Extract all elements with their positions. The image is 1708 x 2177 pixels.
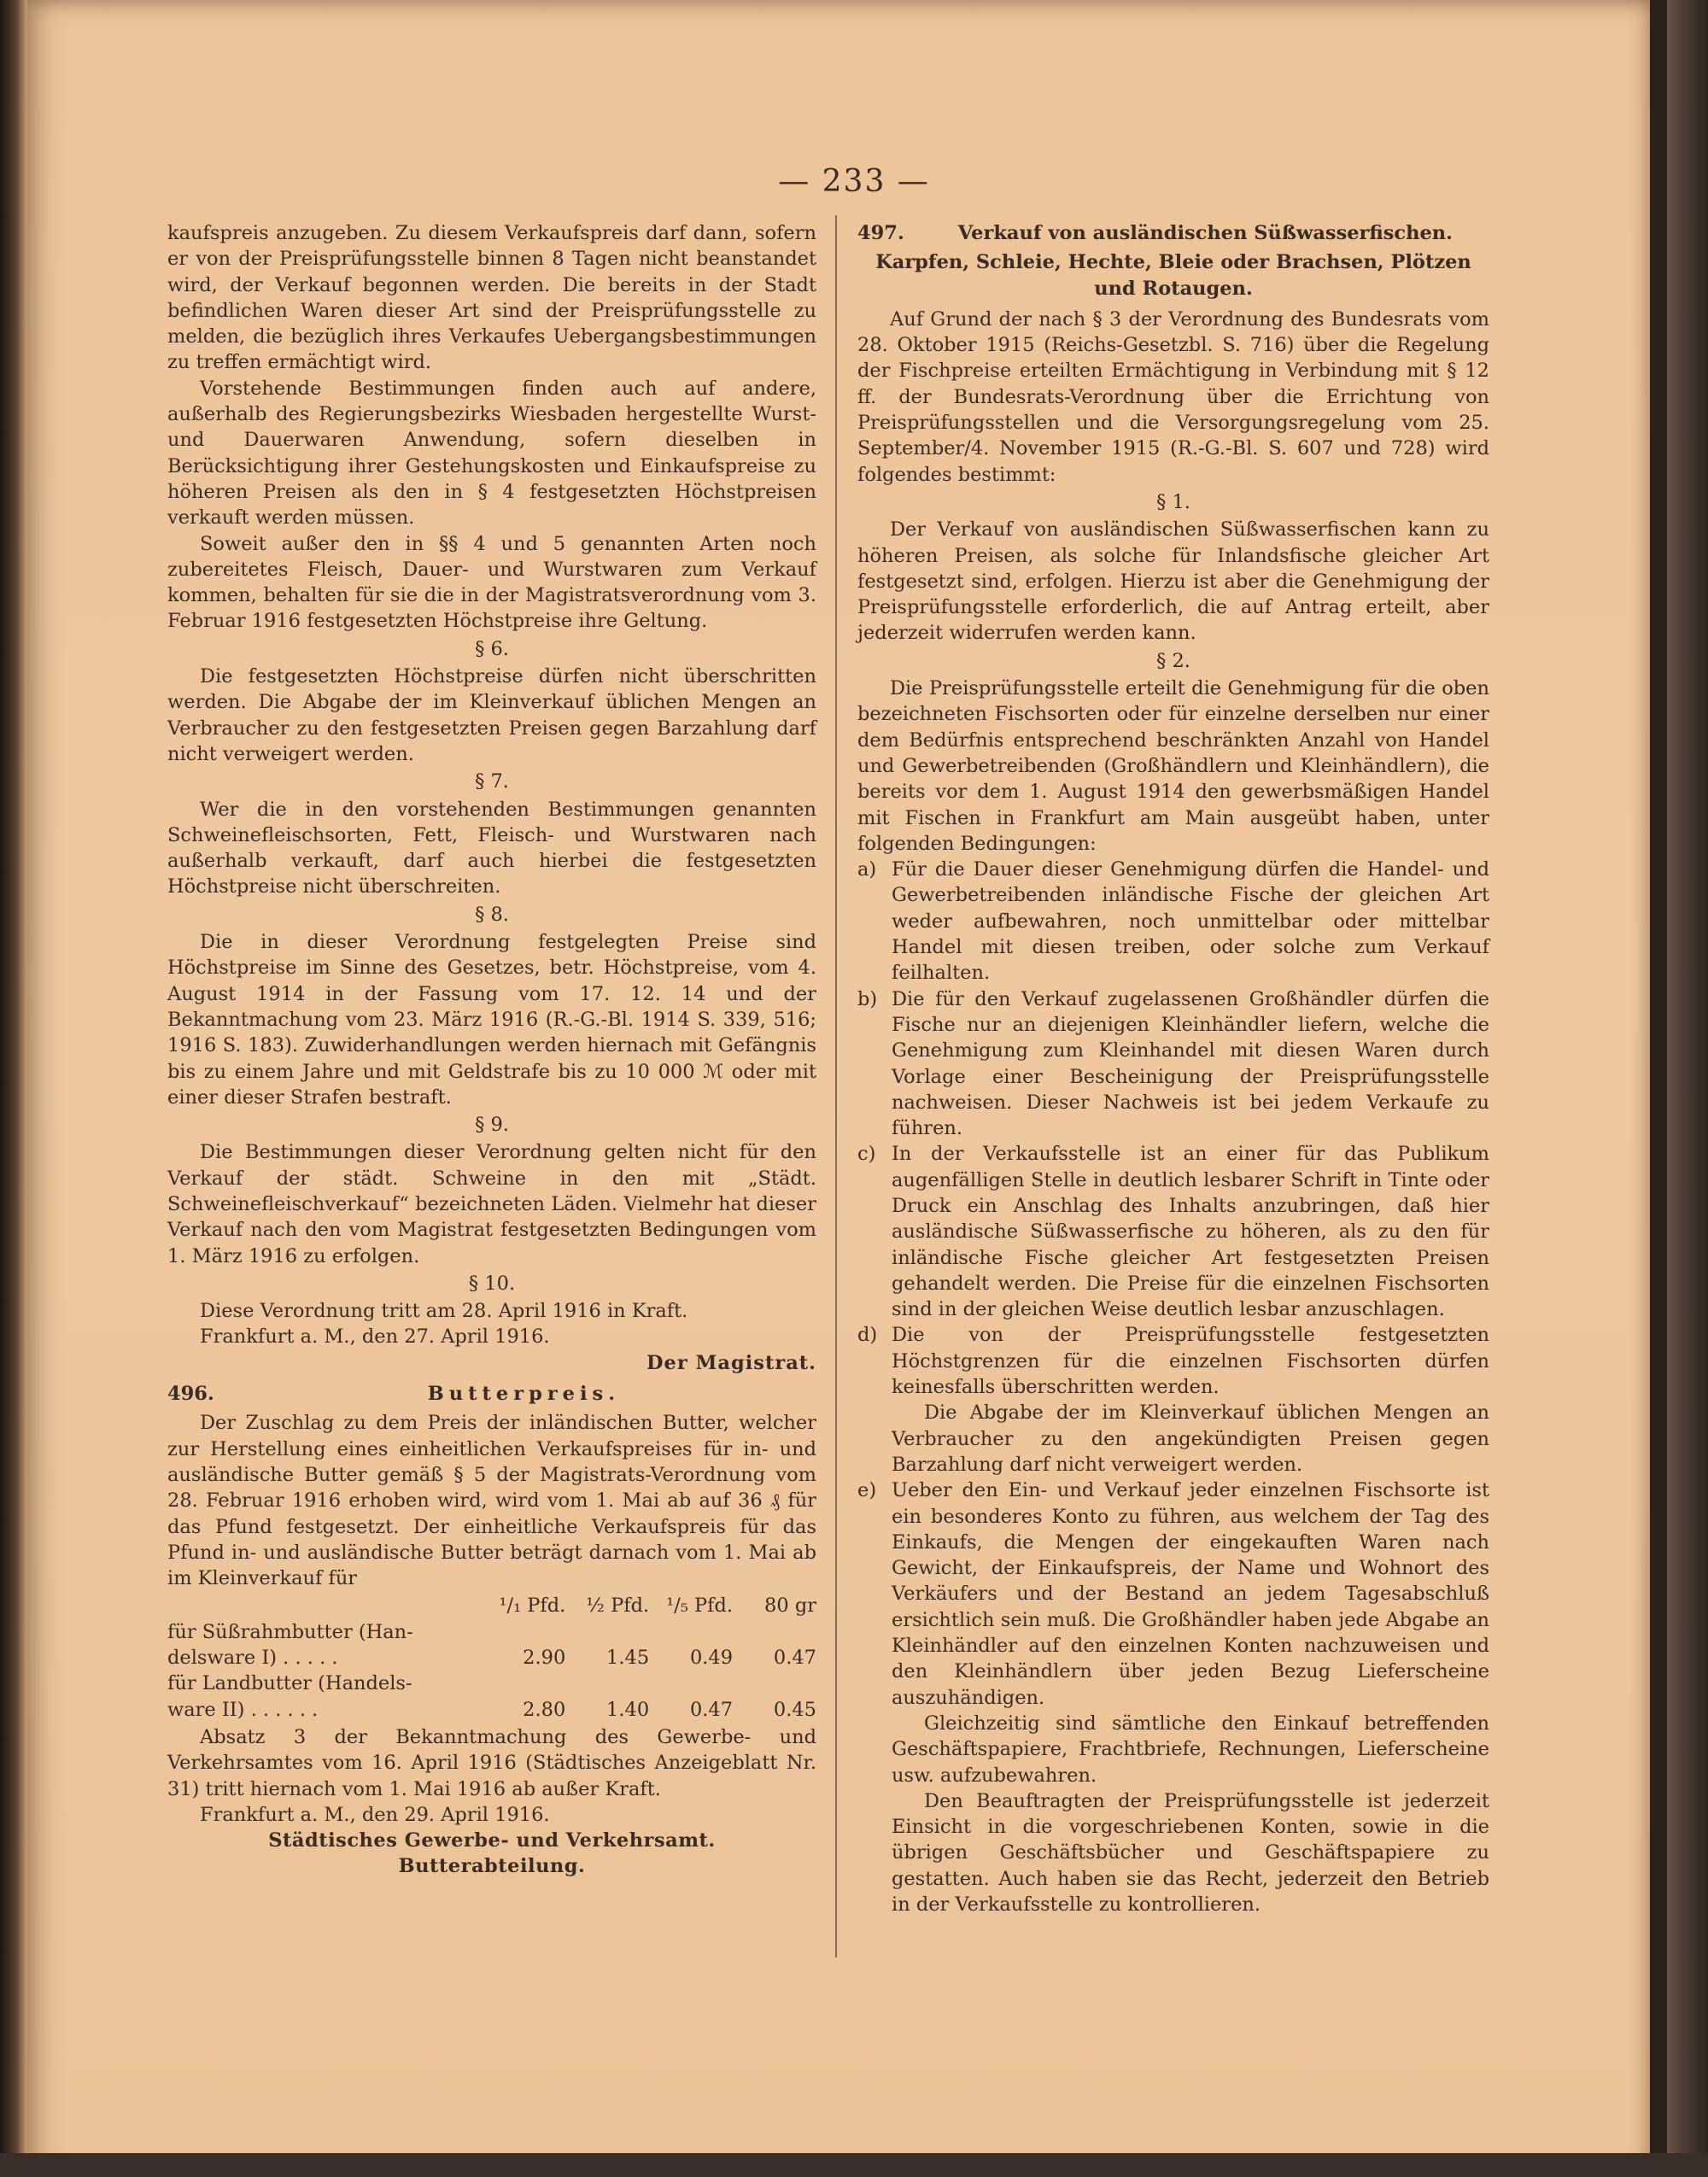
signature: Butterabteilung. <box>398 1855 586 1878</box>
item-label: d) <box>857 1324 878 1347</box>
price-cell: 0.49 <box>689 1647 734 1670</box>
price-cell: 0.47 <box>773 1647 816 1670</box>
price-cell: 0.45 <box>773 1698 816 1721</box>
price-header: 80 gr <box>764 1595 816 1618</box>
paragraph: Der Zuschlag zu dem Preis der inländischen Butter, welcher zur Herstellung eines einheitlichen Verkaufspreises für in- und ausländische Butter gemäß § 5 der Magistrats-Verordnung vom 28. Februar 1916 erhoben wird, wird vom 1. Mai ab auf 36 ₰ für das Pfund festgesetzt. Der einheitliche Verkaufspreis für das Pfund in- und ausländische Butter beträgt darnach vom 1. Mai ab im Kleinverkauf für <box>167 1412 816 1590</box>
paragraph: Die Abgabe der im Kleinverkauf üblichen Mengen an Verbraucher zu den angekündigten Preisen gegen Barzahlung darf nicht verweigert werden. <box>892 1402 1489 1476</box>
article-title: Verkauf von ausländischen Süßwasserfischen. <box>957 222 1454 244</box>
item-text: Die für den Verkauf zugelassenen Großhändler dürfen die Fische nur an diejenigen Kleinhändler liefern, welche die Genehmigung zum Kleinhandel mit diesen Waren durch Vorlage einer Bescheinigung der Preisprüfungsstelle nachweisen. Dieser Nachweis ist bei jedem Verkaufe zu führen. <box>892 987 1489 1140</box>
signature: Der Magistrat. <box>646 1351 816 1374</box>
paragraph: Den Beauftragten der Preisprüfungsstelle ist jederzeit Einsicht in die vorgeschriebenen Konten, sowie in die übrigen Geschäftsbücher und Geschäftspapiere zu gestatten. Auch haben sie das Recht, jederzeit den Betrieb in der Verkaufsstelle zu kontrollieren. <box>892 1789 1489 1916</box>
price-header: ¹/₅ Pfd. <box>666 1595 734 1618</box>
paragraph: Die Bestimmungen dieser Verordnung gelten nicht für den Verkauf der städt. Schweine in den mit „Städt. Schweinefleischverkauf“ bezeichneten Läden. Vielmehr hat dieser Verkauf nach den vom Magistrat festgesetzten Bedingungen vom 1. März 1916 zu erfolgen. <box>167 1141 816 1267</box>
page-number: — 233 — <box>778 164 930 199</box>
item-text: Ueber den Ein- und Verkauf jeder einzelnen Fischsorte ist ein besonderes Konto zu führen, aus welchem der Tag des Einkaufs, die Mengen der eingekauften Waren nach Gewicht, der Einkaufspreis, der Name und Wohnort des Verkäufers und der Bestand an jedem Tagesabschluß ersichtlich sein muß. Die Großhändler haben jede Abgabe an Kleinhändler auf den einzelnen Konten nachzuweisen und den Kleinhändlern über jeden Bezug Lieferscheine auszuhändigen. <box>892 1479 1489 1709</box>
paragraph: Die festgesetzten Höchstpreise dürfen nicht überschritten werden. Die Abgabe der im Kleinverkauf üblichen Mengen an Verbraucher zu den festgesetzten Preisen gegen Barzahlung darf nicht verweigert werden. <box>167 665 816 765</box>
price-row-label <box>167 1619 816 1645</box>
article-number: 496. <box>167 1383 214 1406</box>
item-label: e) <box>857 1479 877 1502</box>
row-label: ware II) . . . . . . <box>167 1698 319 1721</box>
paragraph: Vorstehende Bestimmungen finden auch auf andere, außerhalb des Regierungsbezirks Wiesbaden hergestellte Wurst- und Dauerwaren Anwendung, sofern dieselben in Berücksichtigung ihrer Gestehungskosten und Einkaufspreise zu höheren Preisen als den in § 4 festgesetzten Höchstpreisen verkauft werden müssen. <box>167 377 816 530</box>
section-heading: § 10. <box>468 1272 516 1295</box>
list-item <box>857 1141 1489 1322</box>
paragraph: Soweit außer den in §§ 4 und 5 genannten Arten noch zubereitetes Fleisch, Dauer- und Wurstwaren zum Verkauf kommen, behalten für sie die in der Magistratsverordnung vom 3. Februar 1916 festgesetzten Höchstpreise ihre Geltung. <box>167 532 816 633</box>
price-row <box>167 1645 816 1671</box>
list-item <box>857 1478 1489 1711</box>
section-heading: § 6. <box>475 637 509 660</box>
item-text: In der Verkaufsstelle ist an einer für das Publikum augenfälligen Stelle in deutlich lesbarer Schrift in Tinte oder Druck ein Anschlag des Inhalts anzubringen, daß hier ausländische Süßwasserfische zu höheren, als zu den für inländische Fische gleicher Art festgesetzten Preisen gehandelt werden. Die Preise für die einzelnen Fischsorten sind in der gleichen Weise deutlich lesbar anzuschlagen. <box>892 1143 1489 1321</box>
row-label: delsware I) . . . . . <box>167 1647 338 1670</box>
article-number: 497. <box>857 222 904 244</box>
price-cell: 2.90 <box>523 1647 566 1670</box>
item-text: Für die Dauer dieser Genehmigung dürfen die Handel- und Gewerbetreibenden inländische Fische der gleichen Art weder aufbewahren, noch unmittelbar oder mittelbar Handel mit diesen treiben, oder solche zum Verkauf feilhalten. <box>892 858 1489 985</box>
article-heading <box>167 1381 816 1407</box>
butter-price-table <box>167 1593 816 1722</box>
left-column <box>167 220 816 1880</box>
item-label: b) <box>857 987 878 1010</box>
paragraph: Die in dieser Verordnung festgelegten Preise sind Höchstpreise im Sinne des Gesetzes, betr. Höchstpreise, vom 4. August 1914 in der Fassung vom 17. 12. 14 und der Bekanntmachung vom 23. März 1916 (R.-G.-Bl. 1914 S. 339, 516; 1916 S. 183). Zuwiderhandlungen werden hiernach mit Gefängnis bis zu einem Jahre und mit Geldstrafe bis zu 10 000 ℳ oder mit einer dieser Strafen bestraft. <box>167 931 816 1109</box>
paragraph: kaufspreis anzugeben. Zu diesem Verkaufspreis darf dann, sofern er von der Preisprüfungsstelle binnen 8 Tagen nicht beanstandet wird, der Verkauf begonnen werden. Die bereits in der Stadt befindlichen Waren dieser Art sind der Preisprüfungsstelle zu melden, die bezüglich ihres Verkaufes Uebergangsbestimmungen zu treffen ermächtigt wird. <box>167 222 816 374</box>
paragraph: Auf Grund der nach § 3 der Verordnung des Bundesrats vom 28. Oktober 1915 (Reichs-Gesetzbl. S. 716) über die Regelung der Fischpreise erteilten Ermächtigung in Verbindung mit § 12 ff. der Bundesrats-Verordnung über die Errichtung von Preisprüfungsstellen und die Versorgungsregelung vom 25. September/4. November 1915 (R.-G.-Bl. S. 607 und 728) wird folgendes bestimmt: <box>857 307 1489 486</box>
price-header: ½ Pfd. <box>586 1595 650 1618</box>
section-heading: § 7. <box>475 770 509 793</box>
book-cover-bottom <box>0 2153 1708 2177</box>
price-cell: 1.45 <box>606 1647 650 1670</box>
item-text: Die von der Preisprüfungsstelle festgesetzten Höchstgrenzen für die einzelnen Fischsorten dürfen keinesfalls überschritten werden. <box>892 1324 1489 1399</box>
section-heading: § 1. <box>1156 490 1190 513</box>
list-item <box>857 857 1489 986</box>
price-header: ¹/₁ Pfd. <box>499 1595 566 1618</box>
section-heading: § 8. <box>475 903 509 926</box>
column-rule <box>835 215 837 1958</box>
item-label: a) <box>857 858 877 881</box>
date-line: Frankfurt a. M., den 29. April 1916. <box>200 1803 550 1826</box>
right-column <box>857 220 1489 1917</box>
paragraph: Absatz 3 der Bekanntmachung des Gewerbe- und Verkehrsamtes vom 16. April 1916 (Städtisches Anzeigeblatt Nr. 31) tritt hiernach vom 1. Mai 1916 ab außer Kraft. <box>167 1725 816 1800</box>
book-binding-left <box>0 0 27 2177</box>
paragraph: Diese Verordnung tritt am 28. April 1916 in Kraft. <box>200 1300 688 1323</box>
date-line: Frankfurt a. M., den 27. April 1916. <box>200 1326 550 1349</box>
row-label: für Süßrahmbutter (Han- <box>167 1620 413 1643</box>
book-binding-right <box>1667 0 1708 2177</box>
section-heading: § 9. <box>475 1114 509 1137</box>
item-label: c) <box>857 1143 876 1166</box>
article-title: Butterpreis. <box>427 1383 621 1406</box>
list-item <box>857 1322 1489 1400</box>
paragraph: Gleichzeitig sind sämtliche den Einkauf betreffenden Geschäftspapiere, Frachtbriefe, Rechnungen, Lieferscheine usw. aufzubewahren. <box>892 1712 1489 1787</box>
price-cell: 0.47 <box>689 1698 734 1721</box>
price-cell: 2.80 <box>523 1698 566 1721</box>
price-cell: 1.40 <box>606 1698 650 1721</box>
section-heading: § 2. <box>1156 649 1190 672</box>
price-row-label <box>167 1671 816 1696</box>
paragraph: Der Verkauf von ausländischen Süßwasserfischen kann zu höheren Preisen, als solche für Inlandsfische gleicher Art festgesetzt sind, erfolgen. Hierzu ist aber die Genehmigung der Preisprüfungsstelle erforderlich, die auf Antrag erteilt, aber jederzeit widerrufen werden kann. <box>857 518 1489 645</box>
price-header-row <box>167 1593 816 1618</box>
row-label: für Landbutter (Handels- <box>167 1672 412 1695</box>
signature: Städtisches Gewerbe- und Verkehrsamt. <box>268 1829 716 1852</box>
article-heading <box>857 220 1489 246</box>
price-row <box>167 1697 816 1723</box>
paragraph: Wer die in den vorstehenden Bestimmungen genannten Schweinefleischsorten, Fett, Fleisch- und Wurstwaren nach außerhalb verkauft, darf auch hierbei die festgesetzten Höchstpreise nicht überschreiten. <box>167 798 816 898</box>
article-subtitle: Karpfen, Schleie, Hechte, Bleie oder Brachsen, Plötzen und Rotaugen. <box>875 251 1471 300</box>
paragraph: Die Preisprüfungsstelle erteilt die Genehmigung für die oben bezeichneten Fischsorten oder für einzelne derselben nur einer dem Bedürfnis entsprechend beschränkten Anzahl von Handel und Gewerbetreibenden (Großhändlern und Kleinhändlern), die bereits vor dem 1. August 1914 den gewerbsmäßigen Handel mit Fischen in Frankfurt am Main ausgeübt haben, unter folgenden Bedingungen: <box>857 677 1489 855</box>
list-item <box>857 986 1489 1142</box>
